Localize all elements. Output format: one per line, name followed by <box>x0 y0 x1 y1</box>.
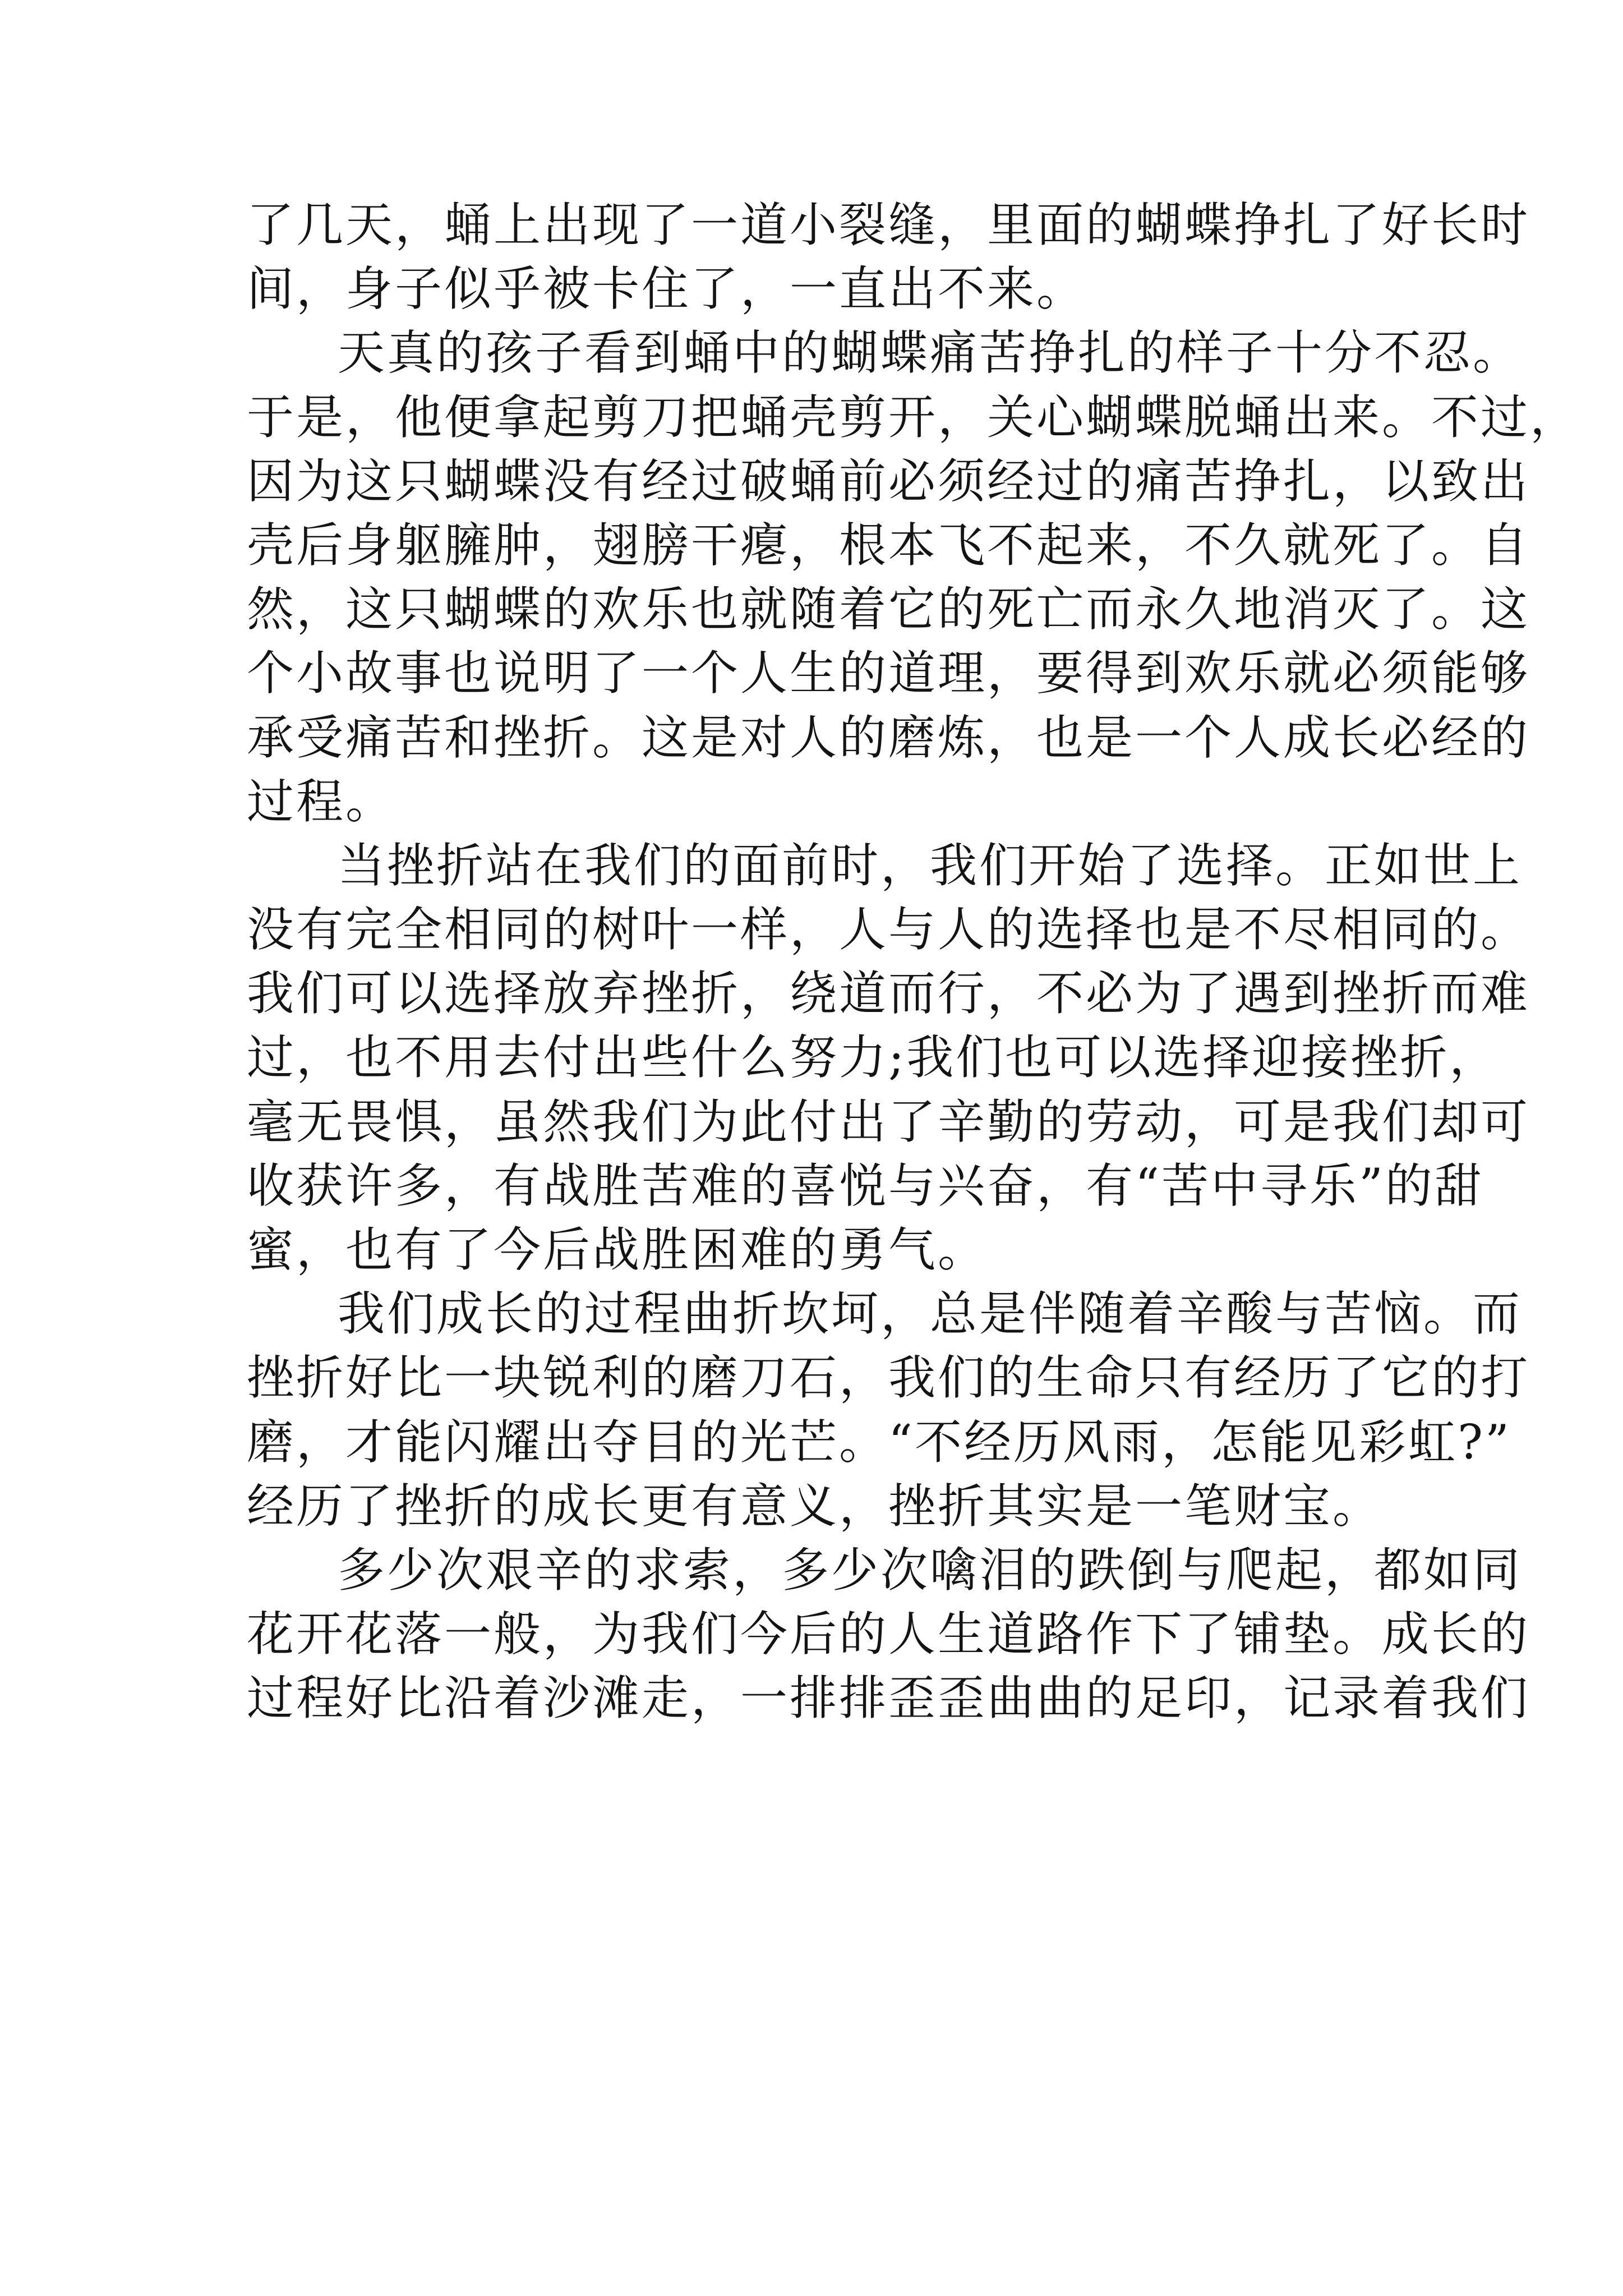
document-body <box>247 194 1580 1731</box>
text-line: 磨，才能闪耀出夺目的光芒。“不经历风雨，怎能见彩虹?” <box>247 1414 1511 1470</box>
text-line: 承受痛苦和挫折。这是对人的磨炼，也是一个人成长必经的 <box>247 710 1530 765</box>
text-line: 没有完全相同的树叶一样，人与人的选择也是不尽相同的。 <box>247 902 1530 958</box>
text-line: 收获许多，有战胜苦难的喜悦与兴奋，有“苦中寻乐”的甜 <box>247 1158 1484 1213</box>
text-line: 天真的孩子看到蛹中的蝴蝶痛苦挣扎的样子十分不忍。 <box>338 325 1523 381</box>
text-line: 毫无畏惧，虽然我们为此付出了辛勤的劳动，可是我们却可 <box>247 1094 1530 1149</box>
text-line: 经历了挫折的成长更有意义，挫折其实是一笔财宝。 <box>247 1478 1382 1534</box>
text-line: 过，也不用去付出些什么努力;我们也可以选择迎接挫折， <box>247 1030 1499 1085</box>
text-line: 因为这只蝴蝶没有经过破蛹前必须经过的痛苦挣扎，以致出 <box>247 453 1530 509</box>
text-line: 挫折好比一块锐利的磨刀石，我们的生命只有经历了它的打 <box>247 1350 1530 1406</box>
text-line: 多少次艰辛的求索，多少次噙泪的跌倒与爬起，都如同 <box>338 1542 1523 1598</box>
text-line: 过程好比沿着沙滩走，一排排歪歪曲曲的足印，记录着我们 <box>247 1671 1530 1726</box>
text-line: 然，这只蝴蝶的欢乐也就随着它的死亡而永久地消灭了。这 <box>247 582 1530 637</box>
text-line: 壳后身躯臃肿，翅膀干瘪，根本飞不起来，不久就死了。自 <box>247 517 1530 573</box>
text-line: 于是，他便拿起剪刀把蛹壳剪开，关心蝴蝶脱蛹出来。不过， <box>247 389 1580 445</box>
text-line: 蜜，也有了今后战胜困难的勇气。 <box>247 1222 988 1277</box>
text-line: 当挫折站在我们的面前时，我们开始了选择。正如世上 <box>338 838 1523 893</box>
text-line: 花开花落一般，为我们今后的人生道路作下了铺垫。成长的 <box>247 1607 1530 1662</box>
text-line: 间，身子似乎被卡住了，一直出不来。 <box>247 261 1086 317</box>
text-line: 我们成长的过程曲折坎坷，总是伴随着辛酸与苦恼。而 <box>338 1286 1523 1342</box>
text-line: 过程。 <box>247 774 395 829</box>
text-line: 了几天，蛹上出现了一道小裂缝，里面的蝴蝶挣扎了好长时 <box>247 197 1530 252</box>
text-line: 我们可以选择放弃挫折，绕道而行，不必为了遇到挫折而难 <box>247 966 1530 1022</box>
text-line: 个小故事也说明了一个人生的道理，要得到欢乐就必须能够 <box>247 646 1530 701</box>
